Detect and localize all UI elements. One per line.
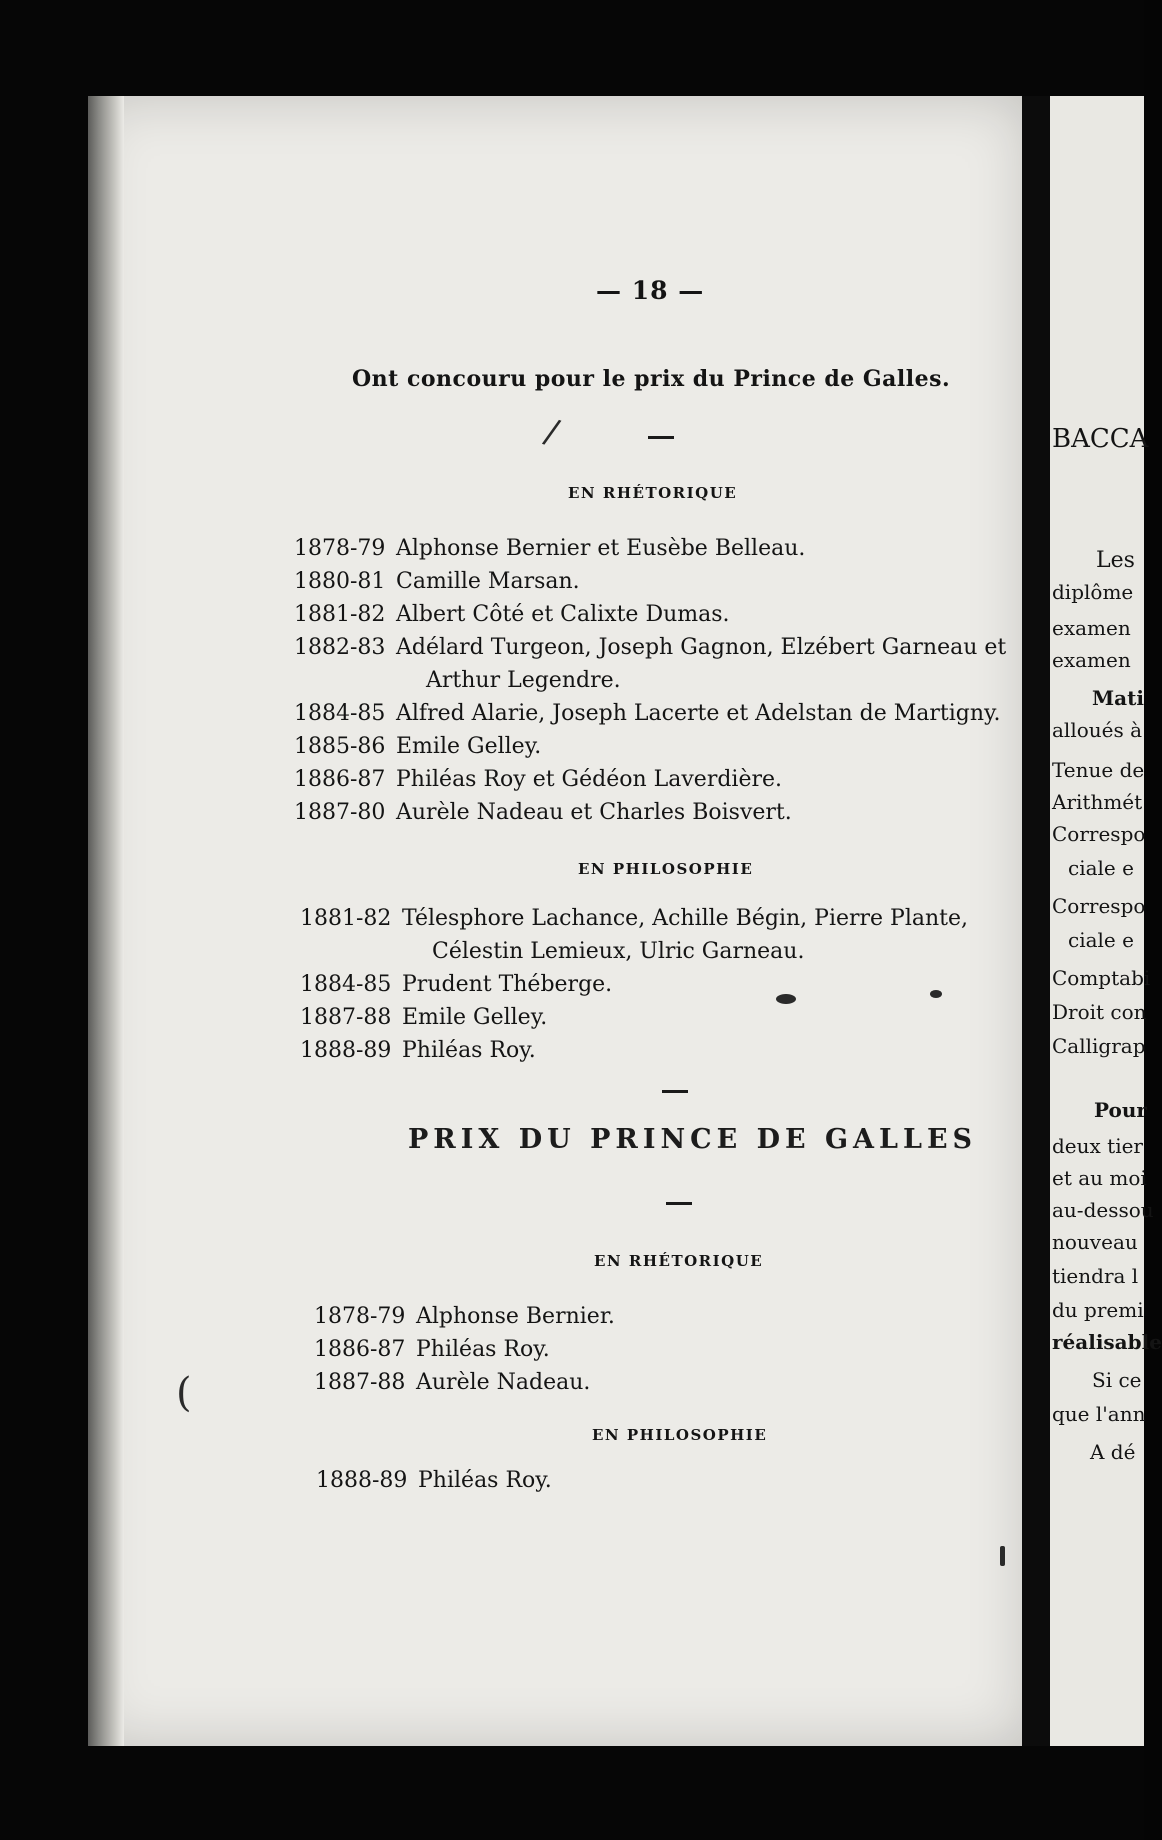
adjacent-line: Calligrap xyxy=(1052,1034,1146,1058)
list-item-year: 1880-81 xyxy=(294,569,386,594)
list-item-names: Emile Gelley. xyxy=(396,734,542,759)
list-item-names: Philéas Roy. xyxy=(416,1337,550,1362)
list-item-names: Philéas Roy. xyxy=(402,1038,536,1063)
list-item-year: 1878-79 xyxy=(294,536,386,561)
list-item-names: Alphonse Bernier. xyxy=(416,1304,615,1329)
adjacent-line: tiendra l xyxy=(1052,1264,1139,1288)
list-item xyxy=(294,631,1036,697)
list-item-year: 1884-85 xyxy=(294,701,386,726)
list-item-names: Aurèle Nadeau et Charles Boisvert. xyxy=(396,800,792,825)
list-item xyxy=(294,598,1036,631)
list-item-year: 1886-87 xyxy=(314,1337,406,1362)
winner-list-rhetorique xyxy=(314,1300,1056,1399)
list-item-year: 1886-87 xyxy=(294,767,386,792)
adjacent-line: Correspo xyxy=(1052,822,1146,846)
adjacent-line: Pour xyxy=(1094,1098,1147,1122)
adjacent-line: examen xyxy=(1052,648,1131,672)
list-item-names-continuation: Célestin Lemieux, Ulric Garneau. xyxy=(432,939,805,964)
list-item xyxy=(314,1300,1056,1333)
divider xyxy=(666,1202,692,1205)
divider xyxy=(662,1090,688,1093)
list-item-year: 1881-82 xyxy=(300,906,392,931)
list-item-names-line: Adélard Turgeon, Joseph Gagnon, Elzébert Garneau et xyxy=(396,635,1007,660)
list-item-year: 1888-89 xyxy=(300,1038,392,1063)
list-item-names: Camille Marsan. xyxy=(396,569,580,594)
adjacent-line: Tenue de xyxy=(1052,758,1145,782)
winner-list-philosophie xyxy=(316,1464,1058,1497)
adjacent-line: que l'ann xyxy=(1052,1402,1146,1426)
list-item-names: Philéas Roy et Gédéon Laverdière. xyxy=(396,767,783,792)
adjacent-line: BACCA xyxy=(1052,424,1149,454)
list-item-names: Albert Côté et Calixte Dumas. xyxy=(396,602,730,627)
adjacent-line: diplôme xyxy=(1052,580,1134,604)
list-item xyxy=(300,1001,1042,1034)
adjacent-line: du premi xyxy=(1052,1298,1144,1322)
adjacent-line: Comptabi xyxy=(1052,966,1151,990)
list-item-year: 1888-89 xyxy=(316,1468,408,1493)
margin-bracket-mark: ( xyxy=(176,1370,192,1416)
list-item-names: Emile Gelley. xyxy=(402,1005,548,1030)
adjacent-line: alloués à xyxy=(1052,718,1143,742)
list-item xyxy=(314,1366,1056,1399)
page-heading: Ont concouru pour le prix du Prince de Galles. xyxy=(352,366,951,392)
adjacent-line: Arithmét xyxy=(1052,790,1143,814)
list-item-year: 1882-83 xyxy=(294,635,386,660)
list-item-names-line: Télesphore Lachance, Achille Bégin, Pierre Plante, xyxy=(402,906,969,931)
candidate-list-rhetorique xyxy=(294,532,1036,829)
list-item-names: Alfred Alarie, Joseph Lacerte et Adelstan de Martigny. xyxy=(396,701,1001,726)
list-item xyxy=(300,1034,1042,1067)
list-item-names xyxy=(402,902,1042,968)
adjacent-line: A dé xyxy=(1090,1440,1136,1464)
adjacent-line: Les xyxy=(1096,548,1135,573)
list-item xyxy=(294,565,1036,598)
pen-stroke-mark: / xyxy=(540,411,564,453)
adjacent-line: ciale e xyxy=(1068,856,1134,880)
adjacent-line: réalisable xyxy=(1052,1330,1162,1354)
ink-speck xyxy=(930,990,942,998)
list-item-year: 1885-86 xyxy=(294,734,386,759)
adjacent-line: examen xyxy=(1052,616,1131,640)
list-item-year: 1878-79 xyxy=(314,1304,406,1329)
page-number: — 18 — xyxy=(596,276,705,305)
adjacent-line: Si ce xyxy=(1092,1368,1142,1392)
list-item xyxy=(294,796,1036,829)
list-item-year: 1884-85 xyxy=(300,972,392,997)
adjacent-line: au-dessou xyxy=(1052,1198,1154,1222)
list-item xyxy=(294,697,1036,730)
section-label-rhetorique: EN RHÉTORIQUE xyxy=(568,484,738,502)
adjacent-line: et au moi xyxy=(1052,1166,1147,1190)
list-item-year: 1887-88 xyxy=(314,1370,406,1395)
list-item-year: 1887-88 xyxy=(300,1005,392,1030)
divider xyxy=(648,436,674,439)
list-item xyxy=(316,1464,1058,1497)
list-item xyxy=(314,1333,1056,1366)
list-item xyxy=(300,902,1042,968)
list-item-names: Philéas Roy. xyxy=(418,1468,552,1493)
list-item-names: Aurèle Nadeau. xyxy=(416,1370,591,1395)
adjacent-line: Mati xyxy=(1092,686,1144,710)
list-item xyxy=(294,730,1036,763)
section-label-rhetorique: EN RHÉTORIQUE xyxy=(594,1252,764,1270)
ink-speck xyxy=(1000,1546,1005,1566)
adjacent-line: ciale e xyxy=(1068,928,1134,952)
adjacent-line: Correspo xyxy=(1052,894,1146,918)
section-label-philosophie: EN PHILOSOPHIE xyxy=(578,860,754,878)
ink-speck xyxy=(776,994,796,1004)
adjacent-line: nouveau xyxy=(1052,1230,1138,1254)
list-item-year: 1881-82 xyxy=(294,602,386,627)
list-item-names-continuation: Arthur Legendre. xyxy=(426,668,621,693)
list-item-names xyxy=(396,631,1036,697)
adjacent-line: Droit con xyxy=(1052,1000,1147,1024)
candidate-list-philosophie xyxy=(300,902,1042,1067)
adjacent-line: deux tier xyxy=(1052,1134,1143,1158)
list-item xyxy=(294,532,1036,565)
list-item-names: Alphonse Bernier et Eusèbe Belleau. xyxy=(396,536,806,561)
winners-heading: PRIX DU PRINCE DE GALLES xyxy=(408,1124,978,1155)
list-item-year: 1887-80 xyxy=(294,800,386,825)
list-item xyxy=(294,763,1036,796)
section-label-philosophie: EN PHILOSOPHIE xyxy=(592,1426,768,1444)
list-item-names: Prudent Théberge. xyxy=(402,972,613,997)
